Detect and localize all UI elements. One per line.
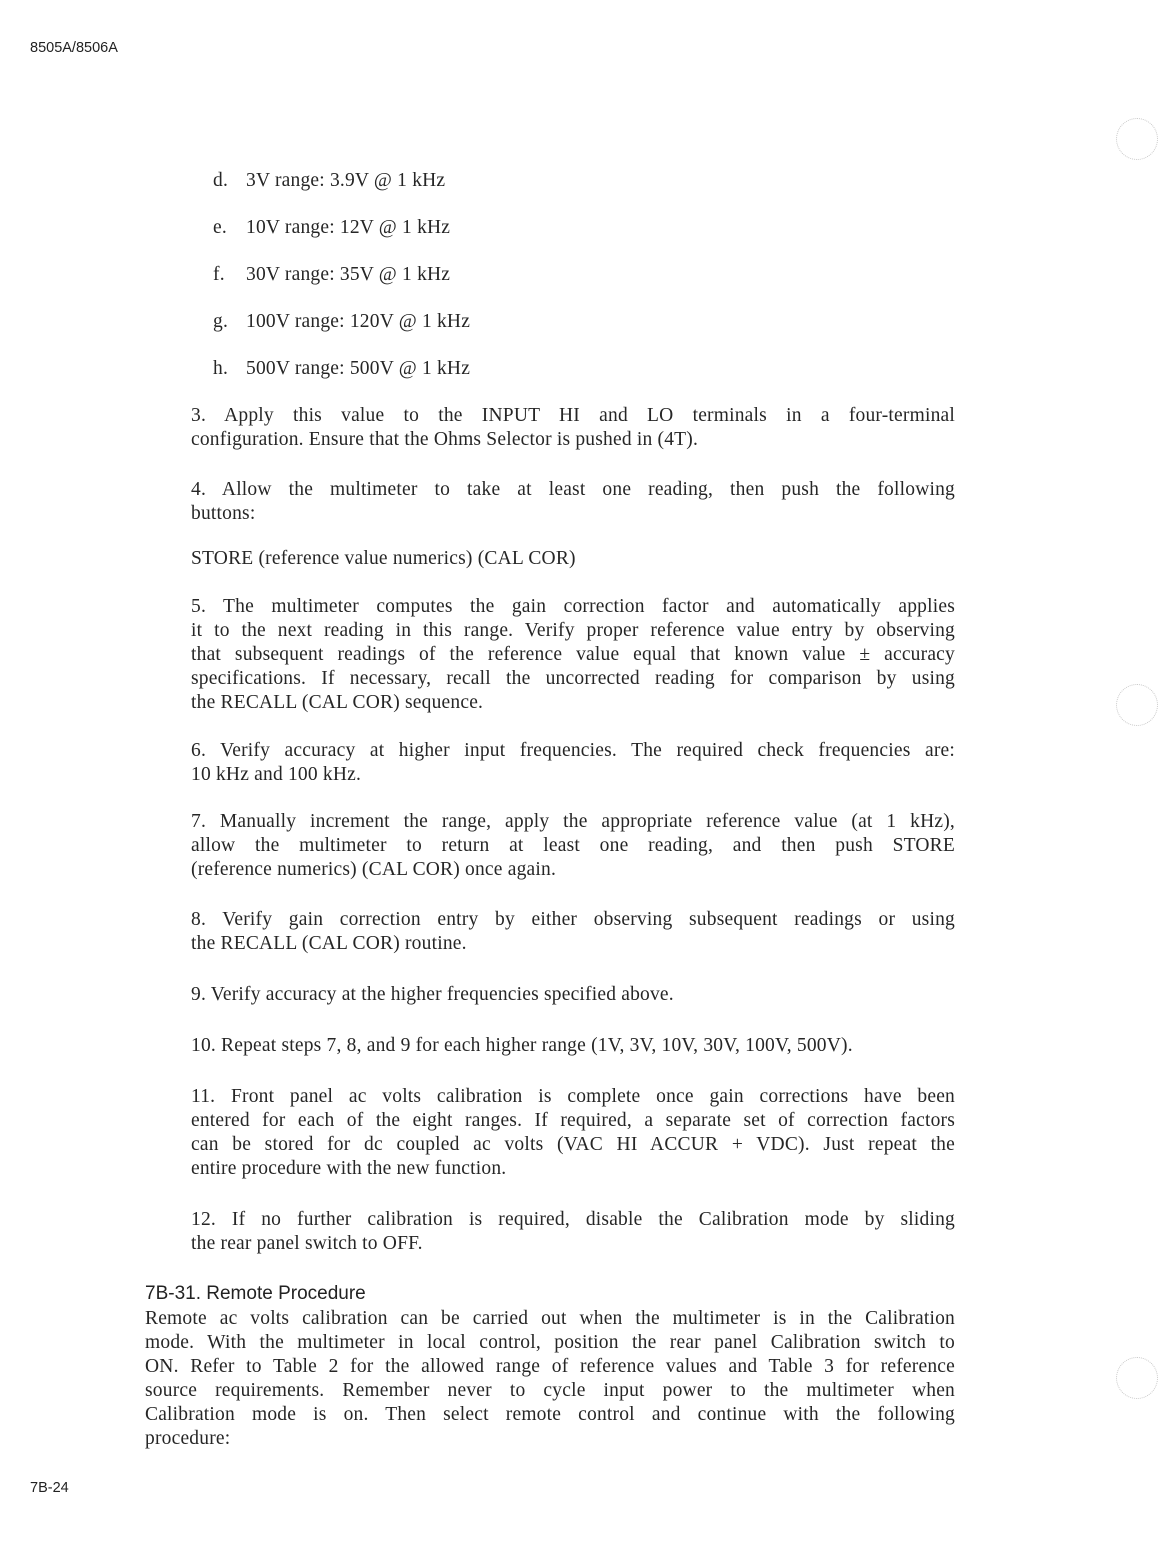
text-line: source requirements. Remember never to cycle input power to the multimeter when xyxy=(145,1380,955,1401)
range-item xyxy=(213,310,470,334)
text-line: the RECALL (CAL COR) sequence. xyxy=(191,692,484,713)
text-line: procedure: xyxy=(145,1428,231,1449)
text-line: 10. Repeat steps 7, 8, and 9 for each higher range (1V, 3V, 10V, 30V, 100V, 500V). xyxy=(191,1035,853,1056)
range-item xyxy=(213,216,450,240)
procedure-step xyxy=(191,404,955,452)
text-line: that subsequent readings of the reference value equal that known value ± accuracy xyxy=(191,644,955,665)
range-item xyxy=(213,169,445,193)
text-line: mode. With the multimeter in local control, position the rear panel Calibration switch to xyxy=(145,1332,955,1353)
text-line: 3. Apply this value to the INPUT HI and LO terminals in a four-terminal xyxy=(191,405,955,426)
procedure-step xyxy=(191,547,955,571)
procedure-step xyxy=(191,810,955,882)
punch-hole xyxy=(1116,684,1158,726)
range-item-text: 10V range: 12V @ 1 kHz xyxy=(246,217,451,238)
section-paragraph xyxy=(145,1307,955,1451)
procedure-step xyxy=(191,1085,955,1181)
text-line: 7. Manually increment the range, apply the appropriate reference value (at 1 kHz), xyxy=(191,811,955,832)
text-line: STORE (reference value numerics) (CAL COR) xyxy=(191,548,576,569)
procedure-step xyxy=(191,478,955,526)
text-line: entire procedure with the new function. xyxy=(191,1158,507,1179)
procedure-step xyxy=(191,1034,955,1058)
text-line: ON. Refer to Table 2 for the allowed range of reference values and Table 3 for reference xyxy=(145,1356,955,1377)
text-line: buttons: xyxy=(191,503,256,524)
range-item xyxy=(213,263,450,287)
range-item-label: e. xyxy=(213,217,227,238)
text-line: specifications. If necessary, recall the uncorrected reading for comparison by using xyxy=(191,668,955,689)
range-item-text: 100V range: 120V @ 1 kHz xyxy=(246,311,471,332)
text-line: 4. Allow the multimeter to take at least one reading, then push the following xyxy=(191,479,955,500)
procedure-step xyxy=(191,739,955,787)
text-line: it to the next reading in this range. Verify proper reference value entry by observing xyxy=(191,620,955,641)
range-item xyxy=(213,357,470,381)
text-line: can be stored for dc coupled ac volts (VAC HI ACCUR + VDC). Just repeat the xyxy=(191,1134,955,1155)
text-line: 10 kHz and 100 kHz. xyxy=(191,764,362,785)
procedure-step xyxy=(191,983,955,1007)
procedure-step xyxy=(191,908,955,956)
text-line: 12. If no further calibration is required, disable the Calibration mode by sliding xyxy=(191,1209,955,1230)
punch-hole xyxy=(1116,118,1158,160)
range-item-label: h. xyxy=(213,358,229,379)
text-line: allow the multimeter to return at least one reading, and then push STORE xyxy=(191,835,955,856)
page-number: 7B-24 xyxy=(30,1480,69,1496)
document-model-header: 8505A/8506A xyxy=(30,40,118,56)
range-item-label: d. xyxy=(213,170,229,191)
text-line: Calibration mode is on. Then select remote control and continue with the following xyxy=(145,1404,955,1425)
text-line: the rear panel switch to OFF. xyxy=(191,1233,423,1254)
text-line: configuration. Ensure that the Ohms Selector is pushed in (4T). xyxy=(191,429,699,450)
text-line: 9. Verify accuracy at the higher frequencies specified above. xyxy=(191,984,674,1005)
text-line: the RECALL (CAL COR) routine. xyxy=(191,933,467,954)
range-item-text: 500V range: 500V @ 1 kHz xyxy=(246,358,471,379)
text-line: (reference numerics) (CAL COR) once again. xyxy=(191,859,557,880)
range-item-label: g. xyxy=(213,311,229,332)
range-item-text: 3V range: 3.9V @ 1 kHz xyxy=(246,170,446,191)
procedure-step xyxy=(191,1208,955,1256)
text-line: Remote ac volts calibration can be carried out when the multimeter is in the Calibration xyxy=(145,1308,955,1329)
text-line: 11. Front panel ac volts calibration is complete once gain corrections have been xyxy=(191,1086,955,1107)
text-line: entered for each of the eight ranges. If required, a separate set of correction factors xyxy=(191,1110,955,1131)
range-item-text: 30V range: 35V @ 1 kHz xyxy=(246,264,451,285)
procedure-step xyxy=(191,595,955,715)
text-line: 5. The multimeter computes the gain correction factor and automatically applies xyxy=(191,596,955,617)
section-heading: 7B-31. Remote Procedure xyxy=(145,1283,366,1304)
range-item-label: f. xyxy=(213,264,225,285)
punch-hole xyxy=(1116,1357,1158,1399)
text-line: 8. Verify gain correction entry by either observing subsequent readings or using xyxy=(191,909,955,930)
text-line: 6. Verify accuracy at higher input frequencies. The required check frequencies are: xyxy=(191,740,955,761)
